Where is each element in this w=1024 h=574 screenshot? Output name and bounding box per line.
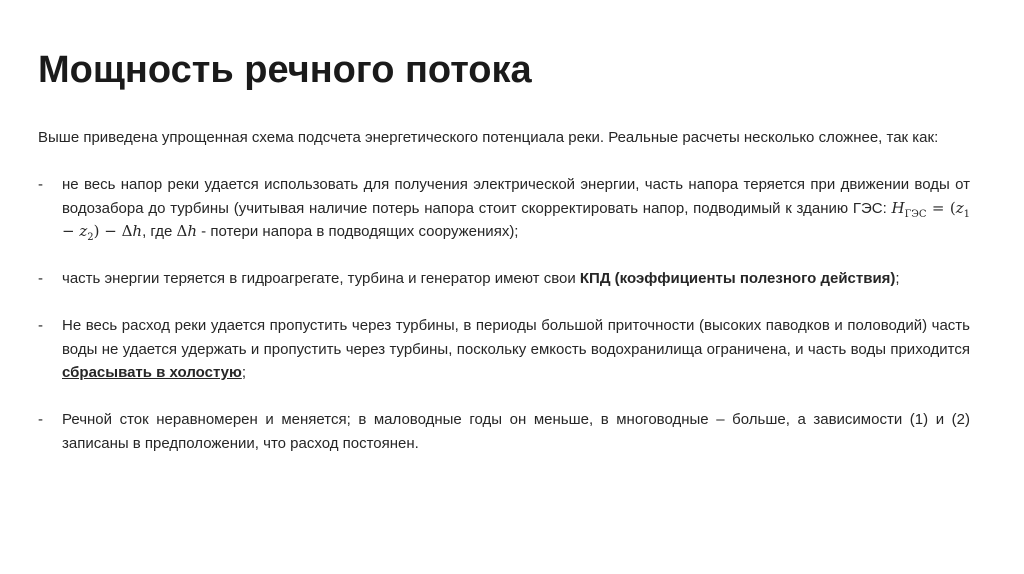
bullet-text [62, 314, 970, 385]
bullet-text [62, 267, 970, 291]
slide-body [38, 126, 970, 455]
formula-z2-subscript: 2 [87, 232, 94, 243]
bullet-marker: - [38, 411, 43, 428]
formula-equals: = ( [926, 198, 956, 217]
bullet-item-3 [38, 314, 970, 385]
bullet-item-2 [38, 267, 970, 291]
bullet-text-part: ; [241, 364, 246, 381]
intro-paragraph: Выше приведена упрощенная схема подсчета энергетического потенциала реки. Реальные расчеты несколько сложнее, так как: [38, 129, 939, 146]
formula-h-subscript: ГЭС [904, 208, 927, 220]
formula-delta: ) − Δ [93, 222, 133, 240]
bullet-marker: - [38, 176, 43, 193]
bullet-item-1 [38, 173, 970, 244]
formula-z2: z [79, 222, 88, 240]
formula-z1-subscript: 1 [963, 208, 970, 220]
bold-term-efficiency: КПД (коэффициенты полезного действия) [579, 270, 896, 287]
formula-h: H [891, 198, 905, 217]
bold-term-idle-discharge: сбрасывать в холостую [62, 364, 242, 381]
formula-minus: − [62, 222, 80, 240]
bullet-text [62, 173, 970, 244]
bullet-marker: - [38, 270, 43, 287]
bullet-text-part: , где [142, 223, 177, 240]
bullet-text-part: Не весь расход реки удается пропустить через турбины, в периоды большой приточности (высоких паводков и половодий) часть воды не удается удержать и пропустить через турбины, поскольку емкость водохранилища ограничена, и часть воды приходится [62, 317, 970, 358]
bullet-text-part: не весь напор реки удается использовать для получения электрической энергии, часть напора теряется при движении воды от водозабора до турбины (учитывая наличие потерь напора стоит скорректировать напор, подводимый к зданию ГЭС: [62, 176, 970, 217]
head-loss-symbol [177, 222, 198, 240]
bullet-item-4 [38, 408, 970, 455]
formula-z1: z [955, 198, 964, 217]
delta-symbol: Δ [176, 222, 188, 240]
bullet-marker: - [38, 317, 43, 334]
bullet-text-part: - потери напора в подводящих сооружениях); [197, 223, 519, 240]
h-symbol: h [187, 222, 198, 240]
formula-h-loss: h [132, 222, 143, 240]
bullet-text-part: часть энергии теряется в гидроагрегате, турбина и генератор имеют свои [62, 270, 580, 287]
bullet-text: Речной сток неравномерен и меняется; в маловодные годы он меньше, в многоводные – больше, а зависимости (1) и (2) записаны в предположении, что расход постоянен. [62, 411, 970, 452]
slide-title: Мощность речного потока [38, 49, 532, 91]
bullet-text-part: ; [895, 270, 900, 287]
